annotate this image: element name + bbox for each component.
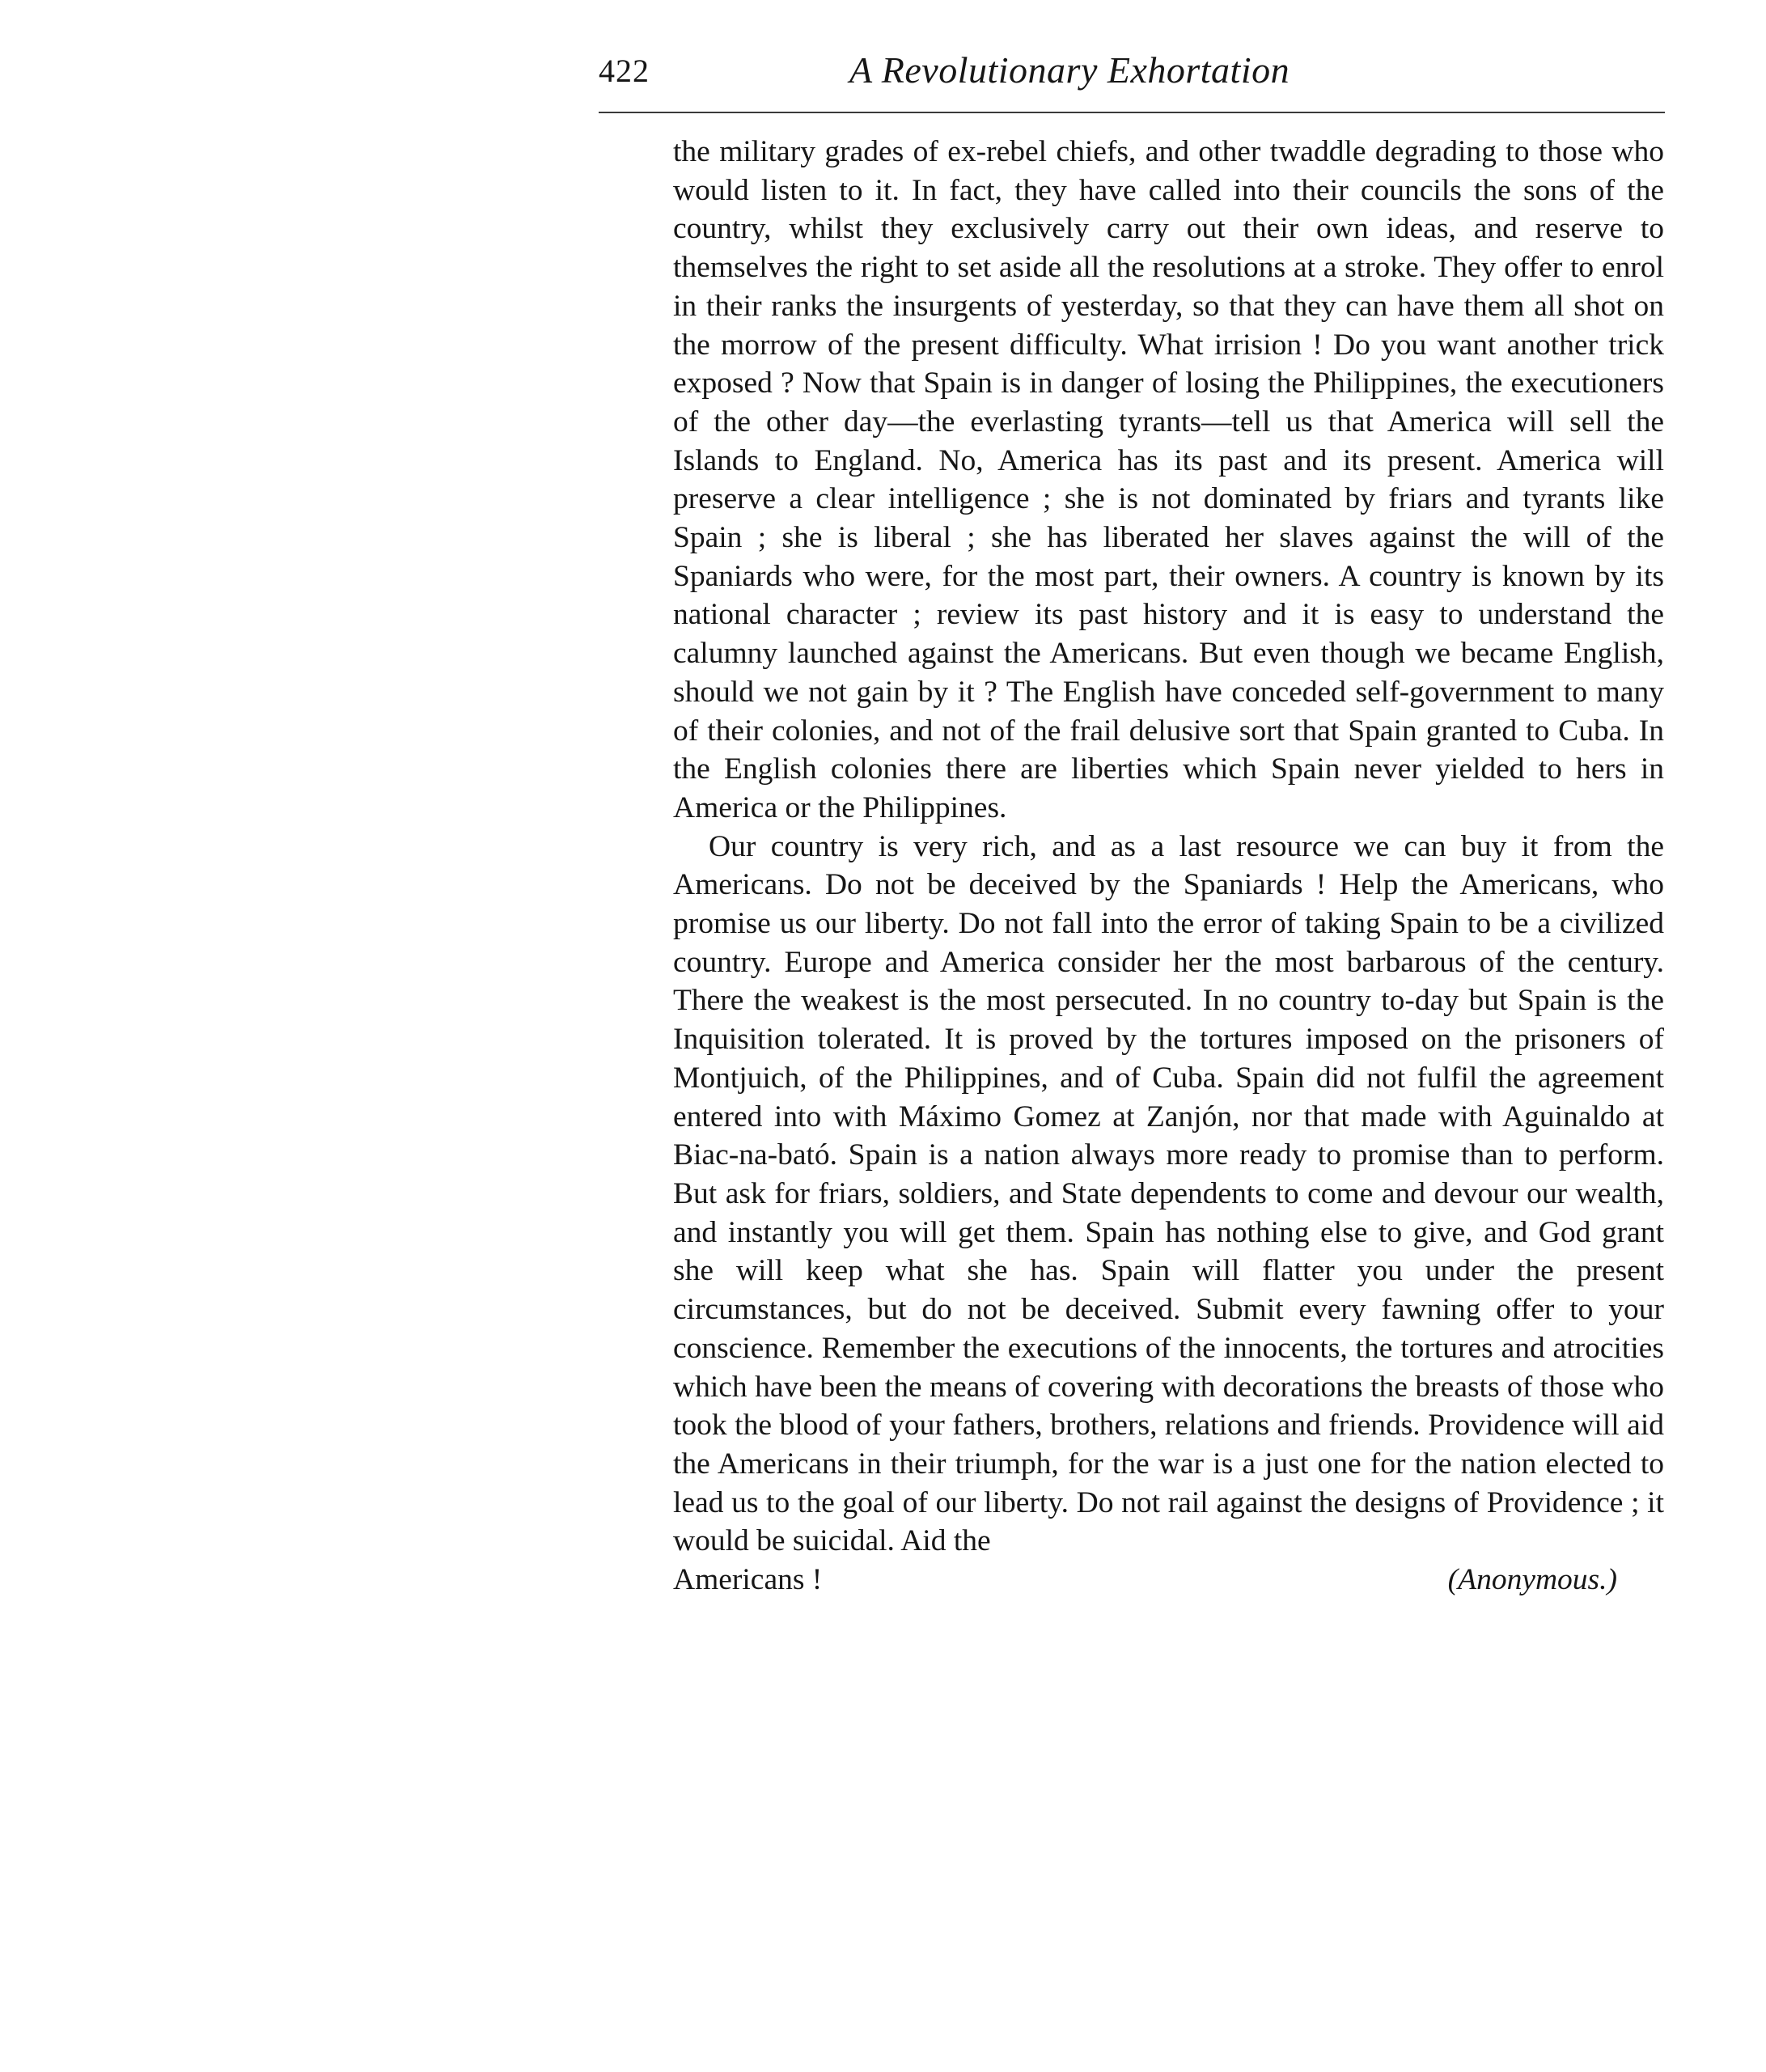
running-title: A Revolutionary Exhortation <box>849 49 1290 91</box>
signature: (Anonymous.) <box>1447 1563 1617 1597</box>
closing-text: Americans ! <box>673 1563 823 1597</box>
closing-line <box>673 1561 1664 1600</box>
paragraph-continuation: the military grades of ex-rebel chiefs, and other twaddle degrading to those who would listen to it. In fact, they have called into their councils the sons of the country, whilst they exclusively carry out their own ideas, and reserve to themselves the right to set aside all the resolutions at a stroke. They offer to enrol in their ranks the insurgents of yesterday, so that they can have them all shot on the morrow of the present difficulty. What irrision ! Do you want another trick exposed ? Now that Spain is in danger of losing the Philippines, the executioners of the other day—the everlasting tyrants—tell us that America will sell the Islands to England. No, America has its past and its present. America will preserve a clear intelligence ; she is not dominated by friars and tyrants like Spain ; she is liberal ; she has liberated her slaves against the will of the Spaniards who were, for the most part, their owners. A country is known by its national character ; review its past history and it is easy to understand the calumny launched against the Americans. But even though we became English, should we not gain by it ? The English have conceded self-government to many of their colonies, and not of the frail delusive sort that Spain granted to Cuba. In the English colonies there are liberties which Spain never yielded to hers in America or the Philippines. <box>673 135 1664 824</box>
paragraph-exhortation: Our country is very rich, and as a last resource we can buy it from the Americans. Do not be deceived by the Spaniards ! Help the Americans, who promise us our liberty. Do not fall into the error of taking Spain to be a civilized country. Europe and America consider her the most barbarous of the century. There the weakest is the most persecuted. In no country to-day but Spain is the Inquisition tolerated. It is proved by the tortures imposed on the prisoners of Montjuich, of the Philippines, and of Cuba. Spain did not fulfil the agreement entered into with Máximo Gomez at Zanjón, nor that made with Aguinaldo at Biac-na-bató. Spain is a nation always more ready to promise than to perform. But ask for friars, soldiers, and State dependents to come and devour our wealth, and instantly you will get them. Spain has nothing else to give, and God grant she will keep what she has. Spain will flatter you under the present circumstances, but do not be deceived. Submit every fawning offer to your conscience. Remember the executions of the innocents, the tortures and atrocities which have been the means of covering with decorations the breasts of those who took the blood of your fathers, brothers, relations and friends. Providence will aid the Americans in their triumph, for the war is a just one for the nation elected to lead us to the goal of our liberty. Do not rail against the designs of Providence ; it would be suicidal. Aid the <box>673 829 1664 1558</box>
body-text <box>673 133 1664 1600</box>
page-header <box>599 49 1666 105</box>
page-number: 422 <box>599 53 650 89</box>
header-rule <box>599 112 1665 113</box>
